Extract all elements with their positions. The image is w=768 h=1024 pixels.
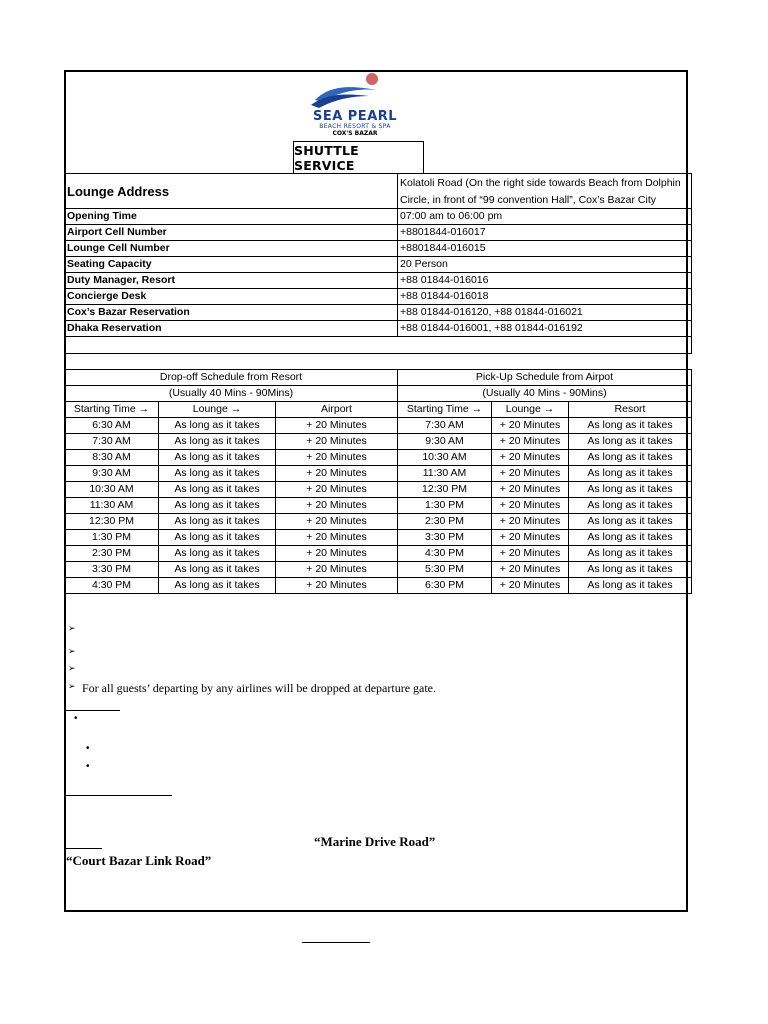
court-bazar-link-road: “Court Bazar Link Road”: [66, 853, 212, 868]
info-label: Opening Time: [65, 209, 398, 225]
schedule-cell: 2:30 PM: [65, 546, 159, 562]
schedule-cell: 12:30 PM: [398, 482, 492, 498]
schedule-cell: As long as it takes: [569, 546, 692, 562]
table-row: [65, 273, 692, 289]
pickup-note: (Usually 40 Mins - 90Mins): [398, 386, 692, 402]
table-row: [65, 241, 692, 257]
bullet-icon: •: [86, 761, 90, 772]
column-header: Airport: [276, 402, 398, 418]
table-row-blank: [65, 337, 692, 354]
underline-rule: [66, 710, 120, 711]
schedule-cell: As long as it takes: [159, 498, 276, 514]
info-value: +88 01844-016001, +88 01844-016192: [398, 321, 692, 337]
lounge-info-table: [64, 173, 692, 354]
schedule-cell: 1:30 PM: [65, 530, 159, 546]
schedule-cell: 3:30 PM: [65, 562, 159, 578]
schedule-cell: As long as it takes: [569, 498, 692, 514]
schedule-note-row: [65, 386, 692, 402]
info-value: +88 01844-016018: [398, 289, 692, 305]
info-value: +88 01844-016120, +88 01844-016021: [398, 305, 692, 321]
table-row: [65, 434, 692, 450]
schedule-cell: + 20 Minutes: [492, 578, 569, 594]
underline-rule: [66, 848, 102, 849]
schedule-cell: 2:30 PM: [398, 514, 492, 530]
info-value: +8801844-016015: [398, 241, 692, 257]
schedule-cell: As long as it takes: [159, 434, 276, 450]
underline-rule: [302, 942, 370, 943]
table-row: [65, 482, 692, 498]
schedule-cell: As long as it takes: [159, 514, 276, 530]
bullet-icon: •: [74, 713, 78, 724]
dropoff-note: (Usually 40 Mins - 90Mins): [65, 386, 398, 402]
brand-name: SEA PEARL: [312, 109, 398, 124]
table-row: [65, 514, 692, 530]
column-header: Starting Time →: [65, 402, 159, 418]
departure-gate-note: For all guests’ departing by any airlines will be dropped at departure gate.: [82, 681, 436, 695]
pickup-title: Pick-Up Schedule from Airpot: [398, 370, 692, 386]
table-row: [65, 174, 692, 209]
schedule-cell: 8:30 AM: [65, 450, 159, 466]
schedule-cell: 7:30 AM: [398, 418, 492, 434]
schedule-cell: + 20 Minutes: [276, 562, 398, 578]
table-row: [65, 450, 692, 466]
dropoff-title: Drop-off Schedule from Resort: [65, 370, 398, 386]
schedule-cell: 4:30 PM: [398, 546, 492, 562]
schedule-cell: + 20 Minutes: [276, 482, 398, 498]
schedule-cell: + 20 Minutes: [492, 498, 569, 514]
table-row: [65, 546, 692, 562]
arrow-bullet-icon: ➢: [68, 624, 76, 634]
blank-row: [65, 337, 692, 354]
schedule-cell: As long as it takes: [569, 482, 692, 498]
schedule-cell: As long as it takes: [159, 562, 276, 578]
table-row: [65, 257, 692, 273]
schedule-cell: As long as it takes: [159, 530, 276, 546]
schedule-cell: 1:30 PM: [398, 498, 492, 514]
schedule-cell: 9:30 AM: [398, 434, 492, 450]
table-row: [65, 578, 692, 594]
table-row: [65, 498, 692, 514]
schedule-cell: As long as it takes: [569, 514, 692, 530]
marine-drive-road: “Marine Drive Road”: [314, 834, 436, 849]
table-row: [65, 321, 692, 337]
schedule-cell: As long as it takes: [569, 450, 692, 466]
info-label: Lounge Cell Number: [65, 241, 398, 257]
schedule-cell: 10:30 AM: [65, 482, 159, 498]
table-row: [65, 225, 692, 241]
brand-location: COX'S BAZAR: [332, 130, 378, 137]
table-row: [65, 418, 692, 434]
schedule-cell: 10:30 AM: [398, 450, 492, 466]
schedule-cell: As long as it takes: [159, 450, 276, 466]
schedule-cell: 9:30 AM: [65, 466, 159, 482]
schedule-cell: + 20 Minutes: [492, 466, 569, 482]
schedule-cell: As long as it takes: [569, 562, 692, 578]
schedule-cell: 7:30 AM: [65, 434, 159, 450]
schedule-cell: 5:30 PM: [398, 562, 492, 578]
lounge-address-label: Lounge Address: [65, 174, 398, 209]
table-row: [65, 466, 692, 482]
table-row: [65, 289, 692, 305]
bullet-icon: •: [86, 743, 90, 754]
schedule-cell: + 20 Minutes: [492, 514, 569, 530]
info-value: 07:00 am to 06:00 pm: [398, 209, 692, 225]
schedule-cell: + 20 Minutes: [276, 514, 398, 530]
info-label: Airport Cell Number: [65, 225, 398, 241]
schedule-cell: 11:30 AM: [65, 498, 159, 514]
page-title: SHUTTLE SERVICE: [293, 141, 424, 174]
info-label: Dhaka Reservation: [65, 321, 398, 337]
table-row: [65, 305, 692, 321]
schedule-cell: 4:30 PM: [65, 578, 159, 594]
schedule-cell: 6:30 PM: [398, 578, 492, 594]
schedule-cell: 11:30 AM: [398, 466, 492, 482]
schedule-cell: + 20 Minutes: [276, 466, 398, 482]
schedule-cell: As long as it takes: [159, 546, 276, 562]
schedule-cell: As long as it takes: [569, 578, 692, 594]
underline-rule: [66, 795, 172, 796]
schedule-cell: + 20 Minutes: [276, 530, 398, 546]
info-value: +88 01844-016016: [398, 273, 692, 289]
schedule-cell: + 20 Minutes: [276, 450, 398, 466]
column-header: Lounge →: [159, 402, 276, 418]
info-label: Duty Manager, Resort: [65, 273, 398, 289]
info-label: Seating Capacity: [65, 257, 398, 273]
info-value: +8801844-016017: [398, 225, 692, 241]
brand-subtitle: BEACH RESORT & SPA: [319, 123, 391, 130]
column-header: Resort: [569, 402, 692, 418]
schedule-cell: As long as it takes: [569, 530, 692, 546]
lounge-address-value: Kolatoli Road (On the right side towards Beach from Dolphin Circle, in front of “99 convention Hall”, Cox’s Bazar City: [398, 174, 692, 209]
wave-logo-icon: [301, 72, 409, 112]
schedule-cell: 3:30 PM: [398, 530, 492, 546]
table-row: [65, 209, 692, 225]
schedule-cell: + 20 Minutes: [492, 450, 569, 466]
schedule-cell: + 20 Minutes: [492, 530, 569, 546]
schedule-cell: + 20 Minutes: [276, 546, 398, 562]
column-header: Lounge →: [492, 402, 569, 418]
arrow-bullet-icon: ➢: [68, 682, 76, 692]
info-label: Concierge Desk: [65, 289, 398, 305]
schedule-body: [65, 418, 692, 594]
schedule-cell: + 20 Minutes: [276, 418, 398, 434]
table-row: [65, 530, 692, 546]
sea-pearl-logo: [301, 72, 409, 138]
schedule-cell: As long as it takes: [569, 434, 692, 450]
schedule-cell: 6:30 AM: [65, 418, 159, 434]
schedule-header-row: [65, 402, 692, 418]
table-row: [65, 562, 692, 578]
schedule-cell: As long as it takes: [569, 418, 692, 434]
schedule-cell: + 20 Minutes: [276, 434, 398, 450]
schedule-cell: + 20 Minutes: [492, 418, 569, 434]
schedule-cell: As long as it takes: [159, 482, 276, 498]
schedule-cell: + 20 Minutes: [492, 482, 569, 498]
schedule-cell: 12:30 PM: [65, 514, 159, 530]
schedule-cell: As long as it takes: [159, 466, 276, 482]
schedule-cell: As long as it takes: [159, 578, 276, 594]
schedule-cell: As long as it takes: [159, 418, 276, 434]
arrow-bullet-icon: ➢: [68, 647, 76, 657]
schedule-cell: + 20 Minutes: [492, 546, 569, 562]
schedule-cell: + 20 Minutes: [276, 498, 398, 514]
shuttle-schedule-table: [64, 369, 692, 594]
schedule-cell: + 20 Minutes: [492, 434, 569, 450]
schedule-title-row: [65, 370, 692, 386]
arrow-bullet-icon: ➢: [68, 664, 76, 674]
info-label: Cox’s Bazar Reservation: [65, 305, 398, 321]
schedule-cell: + 20 Minutes: [492, 562, 569, 578]
column-header: Starting Time →: [398, 402, 492, 418]
schedule-cell: + 20 Minutes: [276, 578, 398, 594]
schedule-cell: As long as it takes: [569, 466, 692, 482]
info-value: 20 Person: [398, 257, 692, 273]
